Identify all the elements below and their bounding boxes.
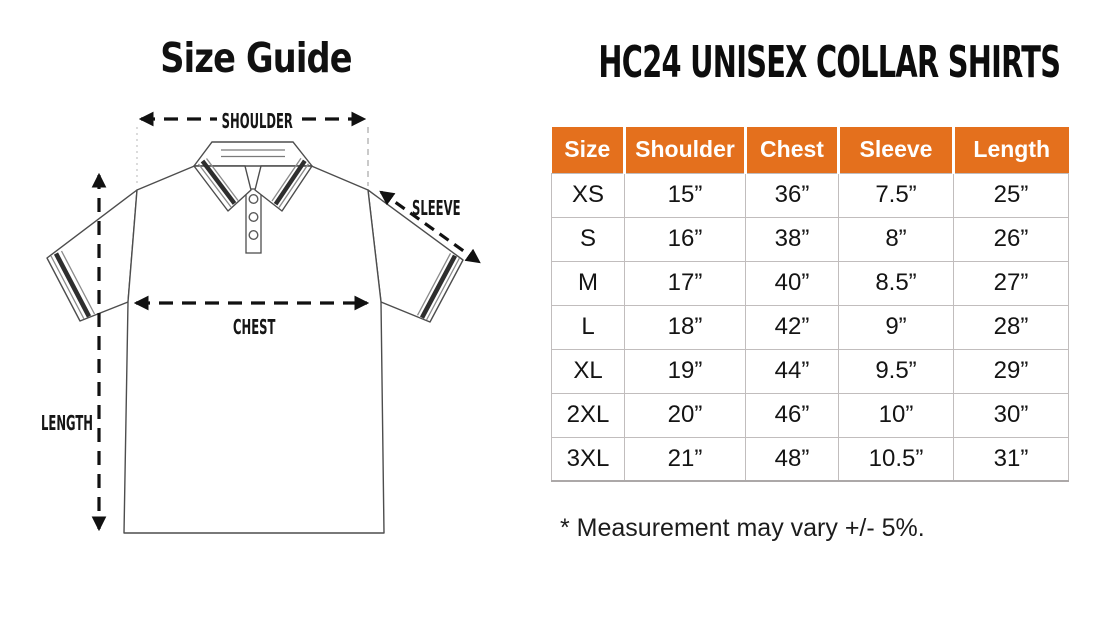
table-cell: 3XL [552, 437, 625, 481]
chest-label: CHEST [233, 315, 276, 339]
table-row [552, 173, 1069, 217]
table-cell: 10” [839, 393, 954, 437]
table-cell: 30” [954, 393, 1069, 437]
table-cell: 20” [625, 393, 746, 437]
table-cell: 9” [839, 305, 954, 349]
table-row [552, 261, 1069, 305]
table-row [552, 349, 1069, 393]
table-cell: 27” [954, 261, 1069, 305]
table-cell: 8” [839, 217, 954, 261]
column-header: Shoulder [625, 127, 746, 173]
left-sleeve [47, 190, 137, 321]
table-cell: 40” [746, 261, 839, 305]
table-cell: XL [552, 349, 625, 393]
measurement-footnote: * Measurement may vary +/- 5%. [560, 514, 925, 542]
table-cell: 28” [954, 305, 1069, 349]
table-cell: 44” [746, 349, 839, 393]
table-cell: 17” [625, 261, 746, 305]
table-cell: 2XL [552, 393, 625, 437]
table-cell: 48” [746, 437, 839, 481]
table-row [552, 305, 1069, 349]
column-header: Size [552, 127, 625, 173]
table-row [552, 437, 1069, 481]
polo-shirt-illustration [0, 0, 520, 619]
table-cell: 10.5” [839, 437, 954, 481]
column-header: Chest [746, 127, 839, 173]
table-cell: 31” [954, 437, 1069, 481]
shoulder-label: SHOULDER [217, 109, 298, 133]
size-table [551, 127, 1069, 482]
table-cell: 19” [625, 349, 746, 393]
size-table-header-row [552, 127, 1069, 173]
table-cell: 46” [746, 393, 839, 437]
table-cell: 18” [625, 305, 746, 349]
length-label: LENGTH [41, 411, 93, 435]
table-cell: L [552, 305, 625, 349]
table-cell: 36” [746, 173, 839, 217]
product-title: HC24 UNISEX COLLAR SHIRTS [598, 38, 1061, 88]
table-cell: XS [552, 173, 625, 217]
size-guide-title: Size Guide [160, 34, 352, 82]
table-cell: 15” [625, 173, 746, 217]
table-cell: 25” [954, 173, 1069, 217]
table-cell: 26” [954, 217, 1069, 261]
table-cell: 21” [625, 437, 746, 481]
column-header: Sleeve [839, 127, 954, 173]
table-row [552, 393, 1069, 437]
buttons [249, 195, 258, 240]
column-header: Length [954, 127, 1069, 173]
diagram-panel [0, 0, 520, 619]
table-panel [520, 0, 1100, 619]
table-cell: 42” [746, 305, 839, 349]
table-cell: 38” [746, 217, 839, 261]
sleeve-label: SLEEVE [412, 196, 461, 220]
collar-back [194, 142, 312, 166]
size-table-body [552, 173, 1069, 481]
table-cell: 7.5” [839, 173, 954, 217]
table-cell: M [552, 261, 625, 305]
table-cell: 16” [625, 217, 746, 261]
table-cell: S [552, 217, 625, 261]
table-cell: 8.5” [839, 261, 954, 305]
table-cell: 9.5” [839, 349, 954, 393]
table-row [552, 217, 1069, 261]
table-cell: 29” [954, 349, 1069, 393]
